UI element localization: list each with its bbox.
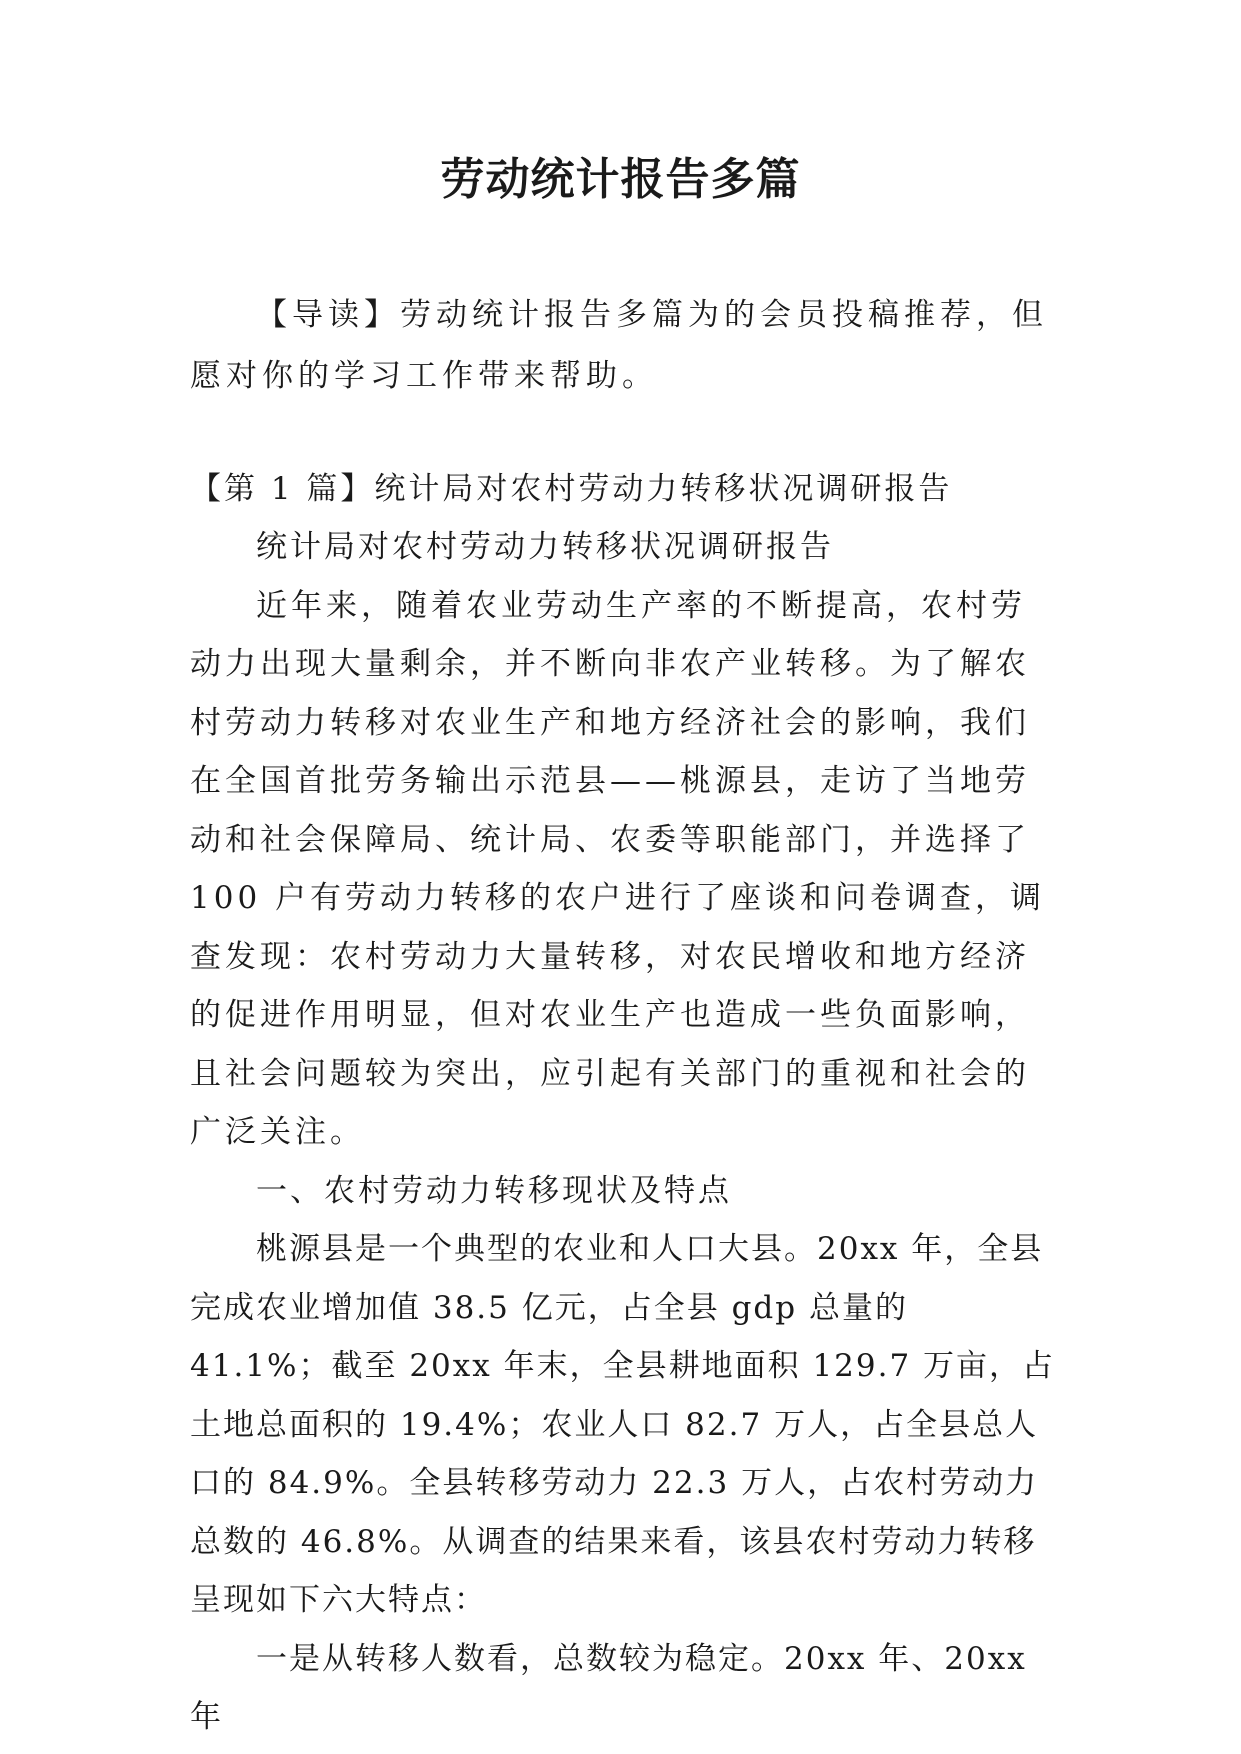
intro-paragraph: 【导读】劳动统计报告多篇为的会员投稿推荐，但愿对你的学习工作带来帮助。 bbox=[190, 297, 1048, 394]
body-paragraph: 近年来，随着农业劳动生产率的不断提高，农村劳动力出现大量剩余，并不断向非农产业转移。为了解农村劳动力转移对农业生产和地方经济社会的影响，我们在全国首批劳务输出示范县——桃源县，走访了当地劳动和社会保障局、统计局、农委等职能部门，并选择了 100 户有劳动力转移的农户进行了座谈和问卷调查，调查发现：农村劳动力大量转移，对农民增收和地方经济的促进作用明显，但对农业生产也造成一些负面影响，且社会问题较为突出，应引起有关部门的重视和社会的广泛关注。 bbox=[190, 587, 1046, 1150]
body-paragraph: 一是从转移人数看，总数较为稳定。20xx 年、20xx 年 bbox=[190, 1640, 1027, 1735]
section-heading: 【第 1 篇】统计局对农村劳动力转移状况调研报告 bbox=[190, 471, 953, 507]
document-body bbox=[190, 518, 1060, 1747]
body-paragraph: 桃源县是一个典型的农业和人口大县。20xx 年，全县完成农业增加值 38.5 亿元，占全县 gdp 总量的 41.1%；截至 20xx 年末，全县耕地面积 129.7 万亩，占土地总面积的 19.4%；农业人口 82.7 万人，占全县总人口的 84.9%。全县转移劳动力 22.3 万人，占农村劳动力总数的 46.8%。从调查的结果来看，该县农村劳动力转移呈现如下六大特点： bbox=[190, 1231, 1056, 1618]
subsection-heading: 一、农村劳动力转移现状及特点 bbox=[256, 1172, 732, 1209]
document-title: 劳动统计报告多篇 bbox=[440, 154, 801, 205]
report-subtitle: 统计局对农村劳动力转移状况调研报告 bbox=[256, 529, 834, 565]
